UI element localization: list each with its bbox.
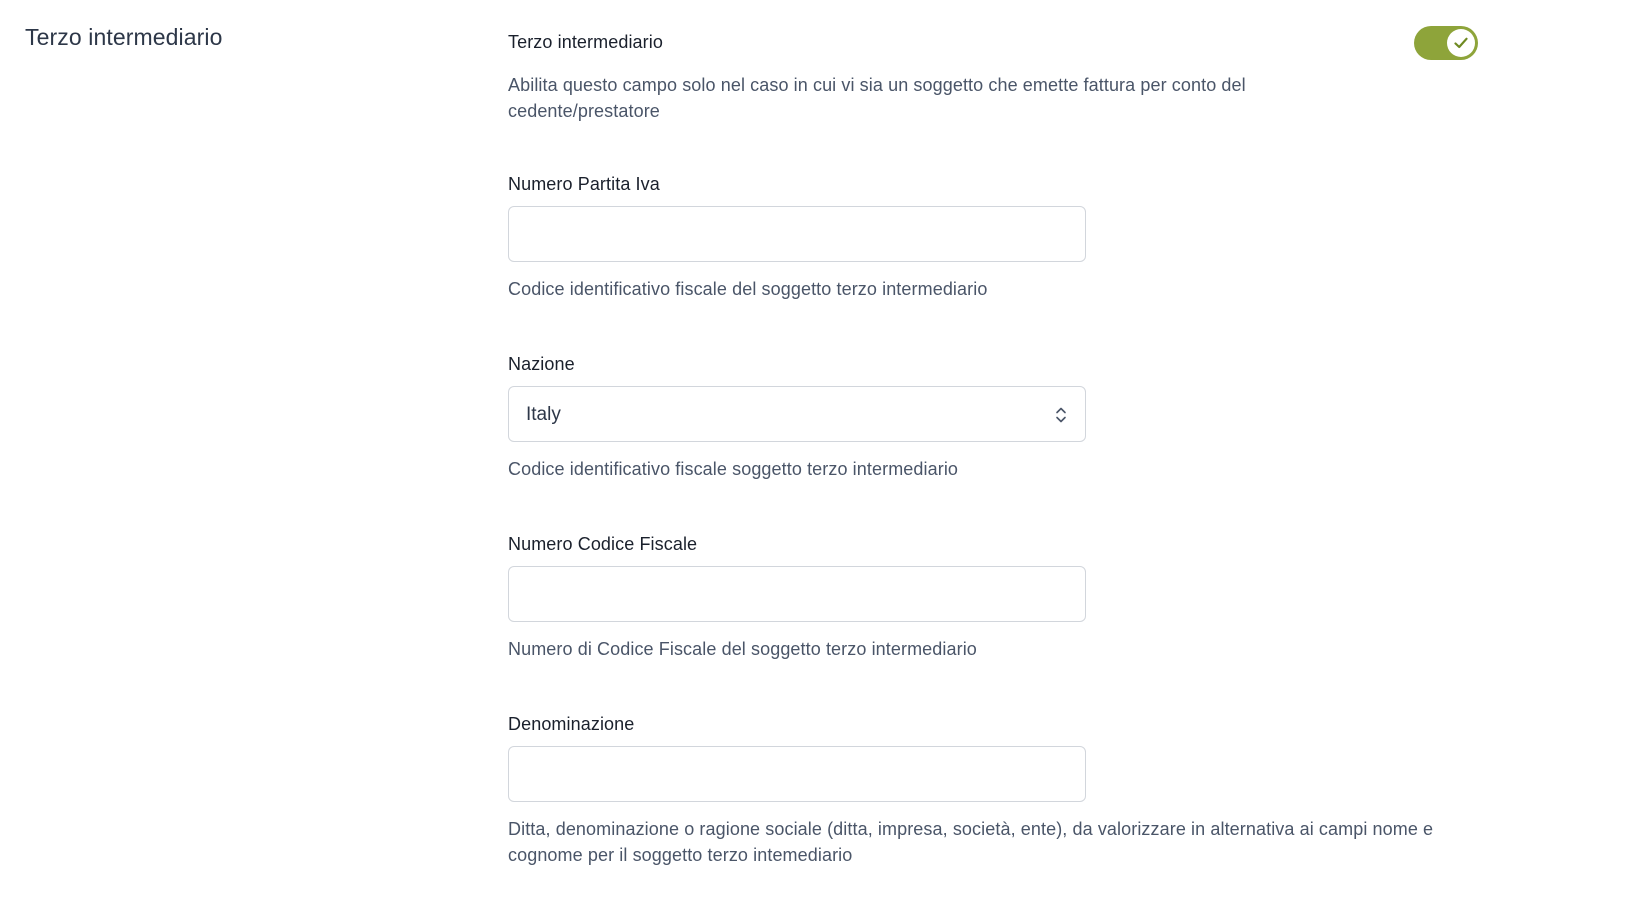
partita-iva-help: Codice identificativo fiscale del soggetto terzo intermediario	[508, 279, 988, 299]
chevron-up-down-icon	[1054, 405, 1068, 425]
toggle-label: Terzo intermediario	[508, 32, 663, 52]
nazione-help: Codice identificativo fiscale soggetto terzo intermediario	[508, 459, 959, 479]
partita-iva-label: Numero Partita Iva	[508, 174, 660, 194]
codice-fiscale-help: Numero di Codice Fiscale del soggetto terzo intermediario	[508, 639, 977, 659]
nazione-label: Nazione	[508, 354, 575, 374]
toggle-help-text: Abilita questo campo solo nel caso in cui vi sia un soggetto che emette fattura per conto del cedente/prestatore	[508, 75, 1246, 121]
codice-fiscale-input[interactable]	[508, 566, 1086, 622]
check-icon	[1454, 37, 1468, 49]
partita-iva-input[interactable]	[508, 206, 1086, 262]
denominazione-input[interactable]	[508, 746, 1086, 802]
denominazione-label: Denominazione	[508, 714, 635, 734]
denominazione-help: Ditta, denominazione o ragione sociale (ditta, impresa, società, ente), da valorizzare in alternativa ai campi nome e cognome per il soggetto terzo intemediario	[508, 819, 1434, 865]
terzo-intermediario-toggle[interactable]	[1414, 26, 1478, 60]
toggle-knob	[1447, 29, 1475, 57]
nazione-selected-value: Italy	[526, 404, 561, 425]
codice-fiscale-label: Numero Codice Fiscale	[508, 534, 698, 554]
nazione-select[interactable]	[508, 386, 1086, 442]
section-title: Terzo intermediario	[25, 24, 223, 50]
